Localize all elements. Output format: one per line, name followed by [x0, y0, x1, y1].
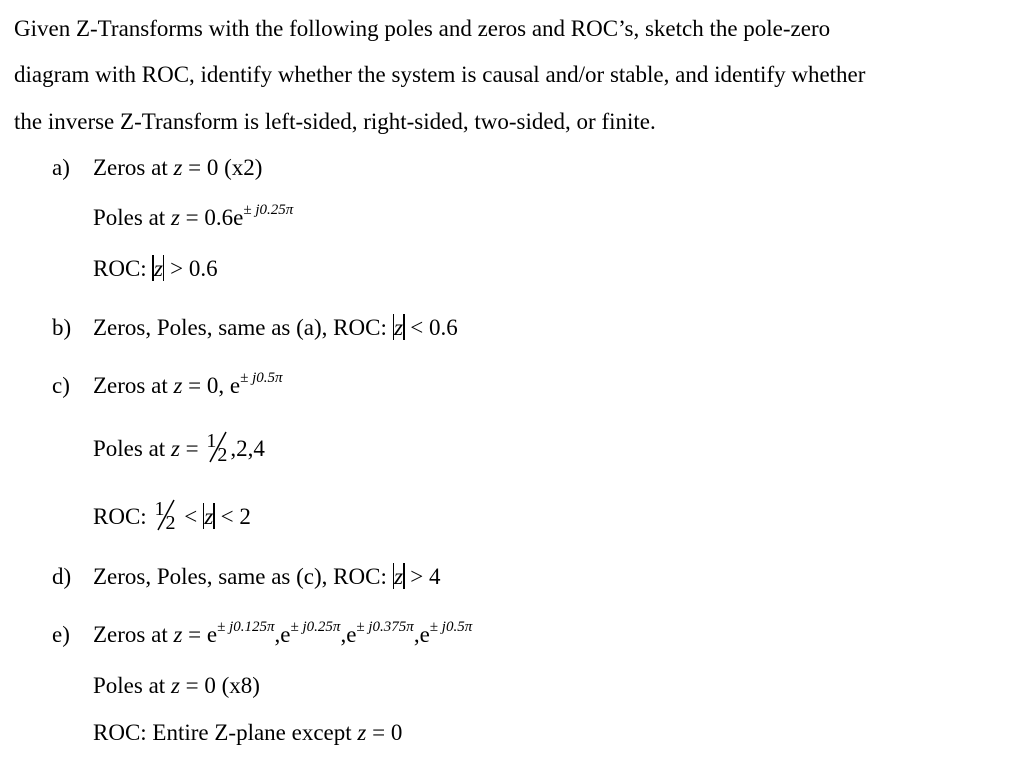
part-e-roc: ROC: Entire Z-plane except z = 0 — [93, 720, 403, 745]
fraction-one-half-roc: 1 2 — [154, 498, 176, 534]
intro-line-3: the inverse Z-Transform is left-sided, right-sided, two-sided, or finite. — [14, 109, 656, 134]
part-b-line: Zeros, Poles, same as (a), ROC: z < 0.6 — [93, 315, 458, 340]
part-c-roc: ROC: 1 2 < z < 2 — [93, 498, 251, 534]
part-a-zeros: Zeros at z = 0 (x2) — [93, 155, 263, 180]
intro-line-2: diagram with ROC, identify whether the system is causal and/or stable, and identify whether — [14, 62, 866, 87]
part-e-label: e) — [52, 622, 70, 647]
part-c-label: c) — [52, 373, 70, 398]
intro-line-1: Given Z-Transforms with the following poles and zeros and ROC’s, sketch the pole-zero — [14, 16, 831, 41]
fraction-one-half: 1 2 — [206, 430, 228, 466]
part-e-zeros: Zeros at $z = e^{\pm j0.125\pi},e^{\pm j0.25\pi},e^{\pm j0.375\pi},e^{\pm j0.5\pi}$ — [93, 619, 473, 647]
part-b-label: b) — [52, 315, 72, 340]
part-a-label: a) — [52, 155, 70, 180]
part-c-zeros: Zeros at z = 0, $e^{\pm j0.5\pi}$ — [93, 370, 283, 398]
part-a-roc: ROC: z > 0.6 — [93, 256, 218, 281]
part-c-poles: Poles at z = 1 2 ,2,4 — [93, 430, 265, 466]
part-e-poles: Poles at z = 0 (x8) — [93, 673, 260, 698]
part-d-line: Zeros, Poles, same as (c), ROC: z > 4 — [93, 564, 441, 589]
part-d-label: d) — [52, 564, 72, 589]
part-a-poles: Poles at $z = 0.6e^{\pm j0.25\pi}$ — [93, 202, 294, 230]
